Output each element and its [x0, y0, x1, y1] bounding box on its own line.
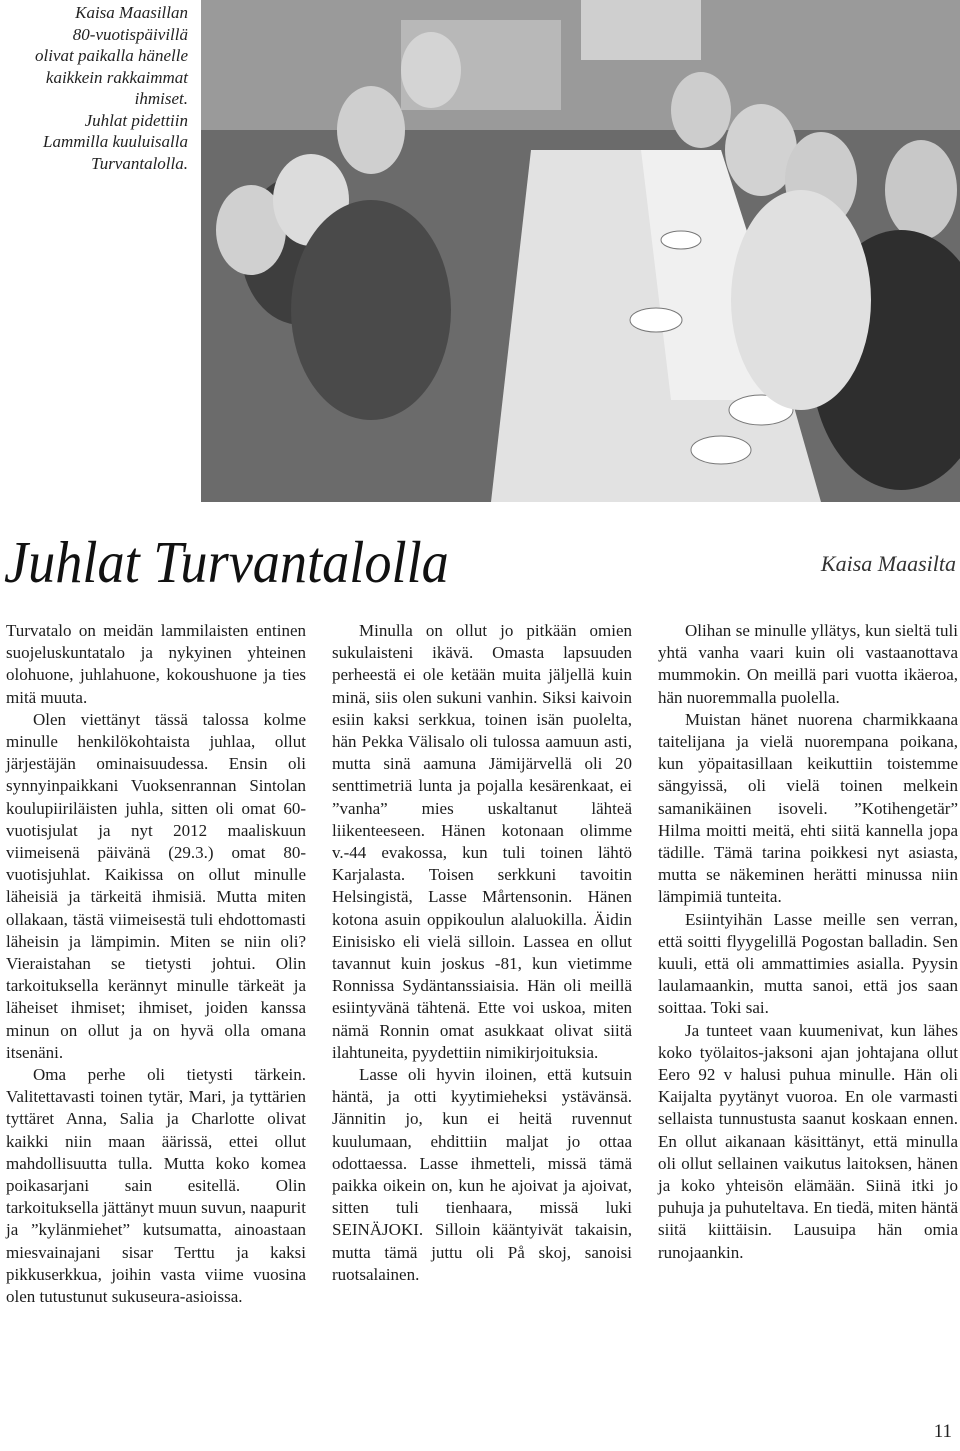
party-photo	[201, 0, 960, 502]
paragraph: Turvatalo on meidän lammilaisten entinen suojeluskuntatalo ja nykyinen yhteinen olohuone, juhlahuone, kokoushuone ja ties mitä muuta.	[6, 621, 306, 707]
paragraph: Muistan hänet nuorena charmikkaana taitelijana ja vielä nuorempana poikana, kun yöpaitasillaan keikuttiin toistemme sängyissä, oli vielä toinen melkein samanikäinen isoveli. ”Kotihengetär” Hilma moitti meitä, ehti siitä kannella jopa tädille. Tämä tarina poikkesi nyt asiasta, mutta se näkeminen herätti minussa niin lämpimiä tunteita.	[658, 709, 958, 907]
paragraph: Oma perhe oli tietysti tärkein. Valitettavasti toinen tytär, Mari, ja tyttärien tyttäret Anna, Salia ja Charlotte olivat kaikki niin maan äärissä, ettei ollut mahdollisuutta tulla. Mutta koko komea poikasarjani sain esitellä. Olin tarkoituksella jättänyt muun suvun, naapurit ja ”kylänmiehet” kutsumatta, ainoastaan miesvainajani sisar Terttu ja kaksi pikkuserkkua, joihin vasta viime vuosina olen tutustunut sukuseura-asioissa.	[6, 1065, 306, 1307]
article-column-1	[6, 620, 306, 1308]
paragraph: Olen viettänyt tässä talossa kolme minulle henkilökohtaista juhlaa, ollut järjestäjän ominaisuudessa. Ensin oli synnyinpaikkani Vuoksenrannan Sintolan koulupiiriläisten juhla, sitten oli omat 60-vuotisjulat ja nyt 2012 maaliskuun viimeisenä päivänä (29.3.) omat 80-vuotisjuhlat. Kaikissa on ollut minulle läheisiä ja tärkeitä ihmisiä. Mutta miten ollakaan, tästä viimeisestä tuli ehdottomasti läheisin ja lämpimin. Miten se niin oli? Vieraistahan se tietysti johtui. Olin tarkoituksella kerännyt minulle tärkeät ja läheiset ihmiset; ihmiset, joiden kanssa minun on ollut ja on hyvä olla omana itsenäni.	[6, 709, 306, 1062]
photo-caption: Kaisa Maasillan 80-vuotispäivillä olivat paikalla hänelle kaikkein rakkaimmat ihmiset. Juhlat pidettiin Lammilla kuuluisalla Turvantalolla.	[35, 3, 188, 173]
paragraph: Olihan se minulle yllätys, kun sieltä tuli yhtä vanha vaari kuin oli vastaanottava mummokin. On meillä pari vuotta ikäeroa, hän nuoremmalla puolella.	[658, 621, 958, 707]
article-column-3	[658, 620, 958, 1264]
paragraph: Minulla on ollut jo pitkään omien sukulaisteni ikävä. Omasta lapsuuden perheestä ei ole ketään muita jäljellä kuin minä, siis olen sukuni vanhin. Siksi kaivoin esiin kaksi serkkua, toinen isän puolelta, hän Pekka Välisalo oli tulossa aamuun asti, mutta sinä aamuna Jämijärvellä oli 20 senttimetriä lunta ja pojalla kesärenkaat, ei ”vanha” mies uskaltanut lähteä liikenteeseen. Hänen kotonaan olimme v.-44 evakossa, kun tuli toinen lähtö Karjalasta. Toisen serkkuni tavoitin Helsingistä, Lasse Mårtensonin. Hänen kotona asuin oppikoulun alaluokilla. Äidin Einisisko eli vielä silloin. Lassea en ollut tavannut kuin joskus -81, kun vietimme Ronnissa Sydäntanssiaisia. Hän oli meillä esiintyvänä tähtenä. Ette voi uskoa, miten nämä Ronnin omat asukkaat olivat siitä ilahtuneita, pyydettiin nimikirjoituksia.	[332, 621, 632, 1062]
article-column-2	[332, 620, 632, 1286]
paragraph: Ja tunteet vaan kuumenivat, kun lähes koko työlaitos-jaksoni ajan johtajana ollut Eero 92 v halusi puhua minulle. Hän oli Kaijalta pyytänyt vuoroa. En ole varmasti sellaista tunnustusta saanut koskaan ennen. En ollut aikanaan käsittänyt, että minulla oli ollut sellainen vaikutus laitoksen, hänen ja koko yhteisön elämään. Siinä itki jo puhuja ja puhuteltava. En tiedä, miten häntä siitä kiittäisin. Lausuipa hän omia runojaankin.	[658, 1020, 958, 1262]
paragraph: Esiintyihän Lasse meille sen verran, että soitti flyygelillä Pogostan balladin. Sen kuuli, että oli ammattimies asialla. Pyysin laulamaankin, mutta sanoi, että jos saan soittaa. Toki sai.	[658, 909, 958, 1018]
paragraph: Lasse oli hyvin iloinen, että kutsuin häntä, ja otti kyytimieheksi ystävänsä. Jännitin jo, kun ei heitä ruvennut kuulumaan, ehdittiin maljat jo ottaa odottaessa. Lasse ihmetteli, missä tämä paikka oikein on, kun he ajoivat ja ajoivat, sitten tuli tienhaara, missä luki SEINÄJOKI. Silloin kääntyivät takaisin, mutta tämä juttu oli På skoj, sanoisi ruotsalainen.	[332, 1065, 632, 1284]
page-number: 11	[933, 1421, 952, 1442]
article-title: Juhlat Turvantalolla	[4, 529, 449, 595]
author-byline: Kaisa Maasilta	[820, 551, 956, 576]
